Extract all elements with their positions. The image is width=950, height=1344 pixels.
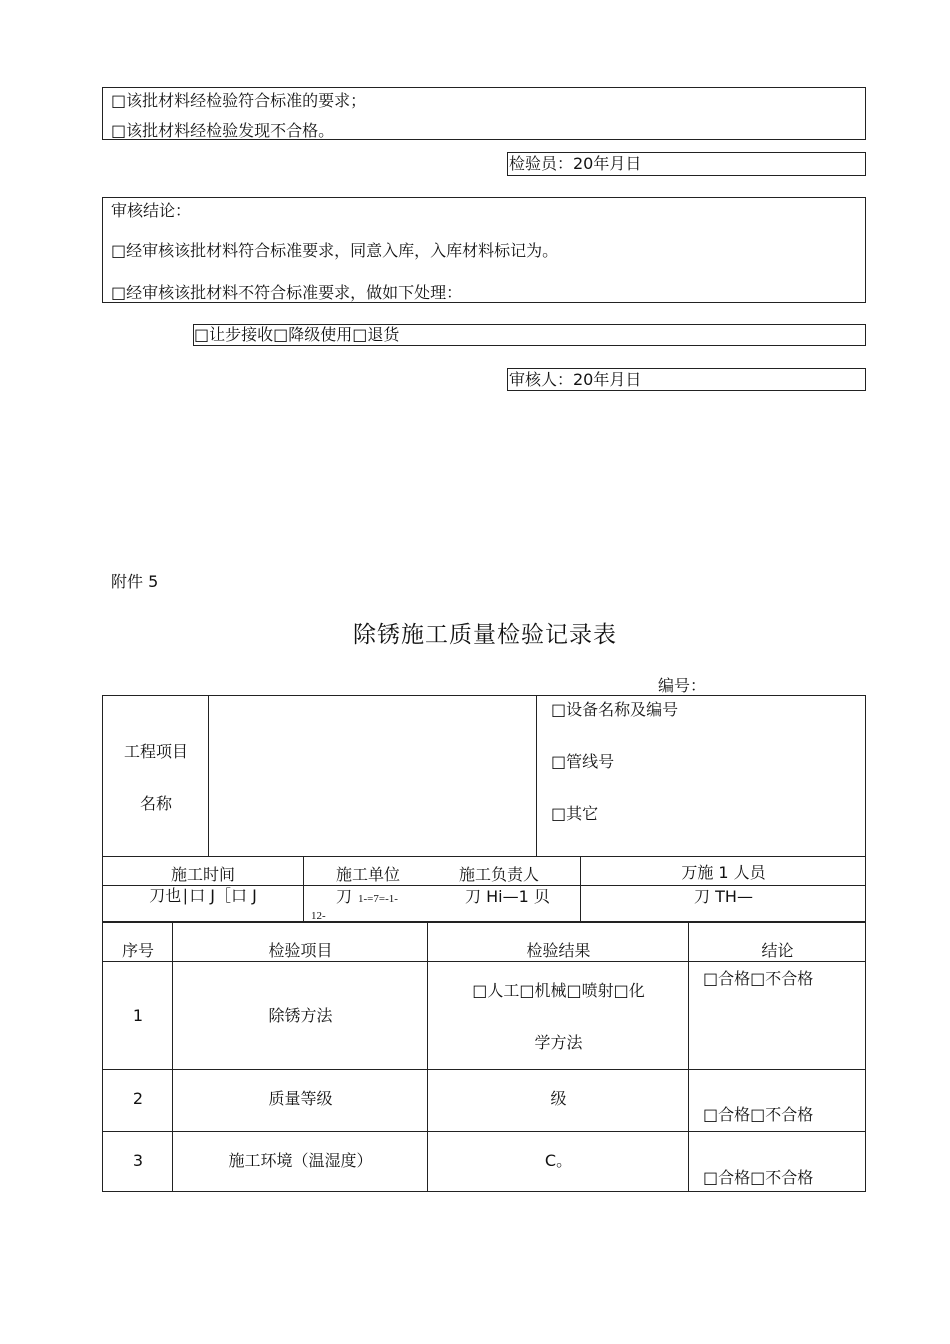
row-3-item-text: 施工环境（温湿度）: [228, 1151, 373, 1170]
row-2-grade-text[interactable]: 级: [550, 1089, 567, 1108]
construction-lead-header: 施工负责人: [459, 865, 540, 884]
construction-staff-cell: [581, 857, 866, 923]
construction-time-value: 刀也∣口 J［口 J: [149, 886, 257, 905]
construction-staff-header: 万施 1 人员: [681, 863, 766, 882]
row-1-method-options[interactable]: □人工□机械□喷射□化: [472, 981, 645, 1000]
pipeline-number-checkbox-text[interactable]: □管线号: [551, 752, 615, 771]
row-3-conclusion-checkboxes[interactable]: □合格□不合格: [703, 1168, 814, 1187]
header-result: [428, 921, 689, 962]
inspection-table: [102, 921, 866, 1192]
table-row-1-no: [103, 962, 173, 1070]
disposal-options-box: [193, 324, 866, 346]
construction-unit-value-sub: 1-=7=-1-: [358, 893, 398, 905]
table-row-2-no: [103, 1070, 173, 1132]
table-row-3-item: [173, 1132, 428, 1192]
table-row-3-conclusion: [689, 1132, 866, 1192]
table-row-2-item: [173, 1070, 428, 1132]
other-checkbox-text[interactable]: □其它: [551, 804, 599, 823]
disposal-options[interactable]: □让步接收□降级使用□退货: [194, 325, 400, 344]
row-1-item-text: 除锈方法: [268, 1006, 333, 1025]
form-title: 除锈施工质量检验记录表: [353, 622, 617, 648]
project-name-input[interactable]: [209, 696, 537, 857]
project-table: [102, 695, 866, 922]
row-2-no-text: 2: [132, 1089, 144, 1108]
row-1-conclusion-checkboxes[interactable]: □合格□不合格: [703, 969, 814, 988]
header-result-text: 检验结果: [526, 941, 591, 960]
construction-time-cell: [103, 857, 304, 923]
table-row-2-conclusion: [689, 1070, 866, 1132]
table-row-3-no: [103, 1132, 173, 1192]
row-1-no-text: 1: [132, 1006, 144, 1025]
construction-staff-value: 刀 TH—: [694, 887, 753, 906]
table-row-1-item: [173, 962, 428, 1070]
table-row-1-conclusion: [689, 962, 866, 1070]
header-conclusion: [689, 921, 866, 962]
inspector-signature-box: [507, 152, 866, 176]
construction-unit-header: 施工单位: [336, 865, 401, 884]
header-item: [173, 921, 428, 962]
row-3-no-text: 3: [132, 1151, 144, 1170]
header-no: [103, 921, 173, 962]
header-conclusion-text: 结论: [761, 941, 794, 960]
review-conclusion-box: [102, 197, 866, 303]
project-label-cell: [103, 696, 209, 857]
inspection-result-box: [102, 87, 866, 140]
project-label-line1: 工程项目: [123, 742, 188, 761]
inspection-pass-checkbox-text[interactable]: □该批材料经检验符合标准的要求；: [111, 91, 367, 110]
serial-number-label: 编号：: [658, 676, 707, 695]
project-options-cell: [537, 696, 866, 857]
construction-lead-value: 刀 Hi—1 贝: [465, 887, 550, 906]
inspector-signature: 检验员：20年月日: [509, 154, 642, 173]
construction-time-header: 施工时间: [170, 865, 235, 884]
review-conclusion-title: 审核结论：: [111, 201, 192, 220]
construction-unit-value: 刀: [336, 887, 353, 906]
row-3-temperature-text[interactable]: C。: [544, 1151, 573, 1170]
table-row-1-result: [428, 962, 689, 1070]
header-item-text: 检验项目: [268, 941, 333, 960]
inspection-fail-checkbox-text[interactable]: □该批材料经检验发现不合格。: [111, 121, 335, 140]
review-accept-checkbox-text[interactable]: □经审核该批材料符合标准要求，同意入库，入库材料标记为。: [111, 241, 559, 260]
attachment-label: 附件 5: [111, 572, 159, 591]
header-no-text: 序号: [121, 941, 154, 960]
table-row-3-result: [428, 1132, 689, 1192]
construction-unit-cell: [304, 857, 581, 923]
row-2-item-text: 质量等级: [268, 1089, 333, 1108]
construction-unit-value-sub2: 12-: [311, 910, 326, 922]
equipment-name-checkbox-text[interactable]: □设备名称及编号: [551, 700, 679, 719]
table-row-2-result: [428, 1070, 689, 1132]
review-reject-checkbox-text[interactable]: □经审核该批材料不符合标准要求，做如下处理：: [111, 283, 463, 302]
reviewer-signature-box: [507, 368, 866, 391]
row-1-method-options-cont: 学方法: [534, 1033, 583, 1052]
project-label-line2: 名称: [139, 794, 172, 813]
reviewer-signature: 审核人：20年月日: [509, 370, 642, 389]
row-2-conclusion-checkboxes[interactable]: □合格□不合格: [703, 1105, 814, 1124]
